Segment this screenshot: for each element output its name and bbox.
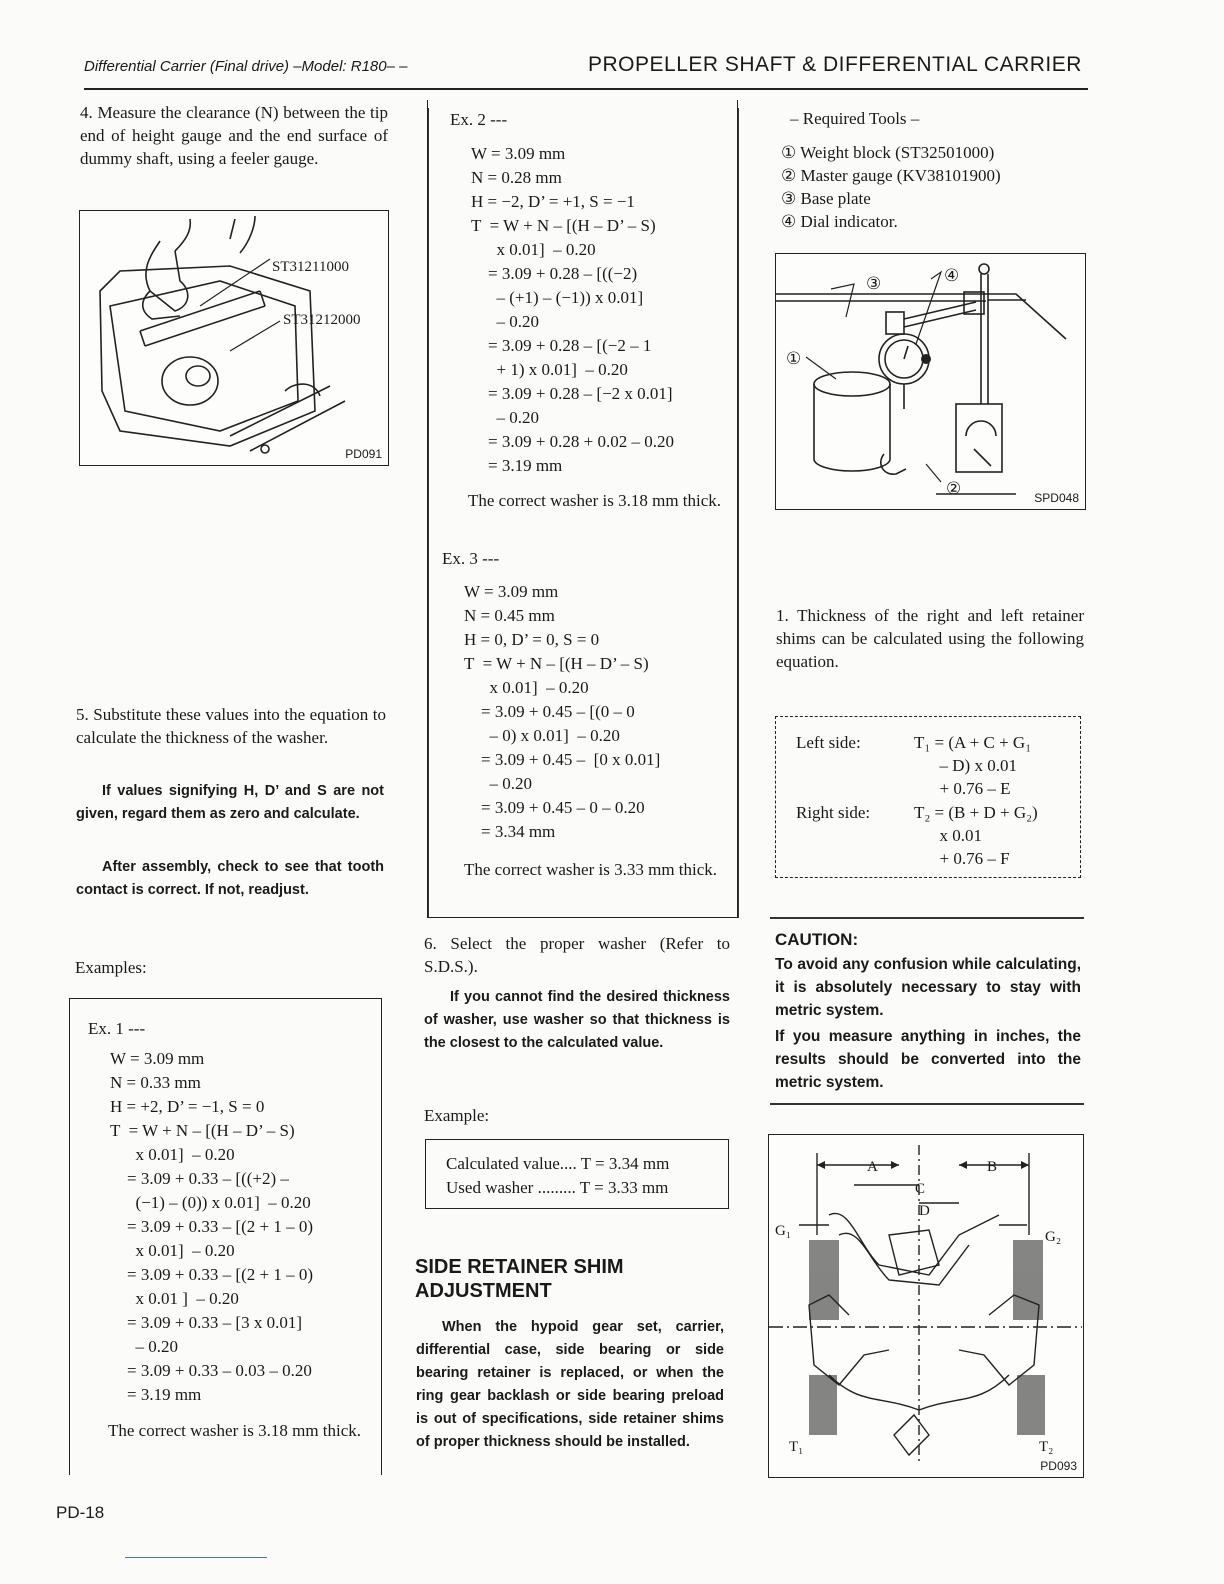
right-equation	[914, 801, 1038, 870]
ex1-line: = 3.19 mm	[110, 1385, 202, 1404]
ex1-line: T = W + N – [(H – D’ – S)	[110, 1121, 295, 1140]
tool-item: ② Master gauge (KV38101900)	[781, 166, 1001, 185]
side-retainer-cross-section	[769, 1135, 1082, 1475]
ex1-line: W = 3.09 mm	[110, 1049, 205, 1068]
ex1-line: = 3.09 + 0.33 – [(2 + 1 – 0)	[110, 1217, 313, 1236]
height-gauge-illustration	[80, 211, 387, 464]
dim-c: C	[915, 1181, 926, 1197]
dim-b: B	[987, 1159, 998, 1175]
ex3-title: Ex. 3 ---	[442, 549, 500, 568]
ex2-line: = 3.19 mm	[471, 456, 563, 475]
ex2-line: x 0.01] – 0.20	[471, 240, 596, 259]
tools-list	[781, 141, 1001, 233]
ex2-line: – 0.20	[471, 312, 539, 331]
note-closest-washer: If you cannot find the desired thickness of washer, use washer so that thickness is the closest to the calculated value.	[424, 989, 730, 1051]
right-eq-line: T₂ = (B + D + G₂)	[914, 803, 1038, 822]
tools-title: – Required Tools –	[790, 109, 920, 128]
ex1-line: = 3.09 + 0.33 – [(2 + 1 – 0)	[110, 1265, 313, 1284]
used-washer: Used washer ......... T = 3.33 mm	[446, 1178, 669, 1197]
left-eq-line: + 0.76 – E	[914, 779, 1011, 798]
header-rule	[84, 88, 1088, 90]
ex3-line: W = 3.09 mm	[464, 582, 559, 601]
tool-item: ③ Base plate	[781, 189, 871, 208]
step-1: 1. Thickness of the right and left retainer shims can be calculated using the following equation.	[776, 606, 1084, 671]
left-equation	[914, 731, 1031, 800]
ex1-title: Ex. 1 ---	[88, 1019, 146, 1038]
ex1-line: H = +2, D’ = −1, S = 0	[110, 1097, 265, 1116]
caution-rule-top	[770, 917, 1084, 919]
ex1-result: The correct washer is 3.18 mm thick.	[108, 1421, 362, 1440]
right-eq-line: + 0.76 – F	[914, 849, 1010, 868]
step-4: 4. Measure the clearance (N) between the tip end of height gauge and the end surface of dummy shaft, using a feeler gauge.	[80, 103, 388, 168]
ex2-result: The correct washer is 3.18 mm thick.	[468, 491, 722, 510]
ex3-line: – 0.20	[464, 774, 532, 793]
ex2-line: = 3.09 + 0.28 – [−2 x 0.01]	[471, 384, 673, 403]
ex2-title: Ex. 2 ---	[450, 110, 508, 129]
equation-box	[775, 716, 1081, 878]
ex3-line: T = W + N – [(H – D’ – S)	[464, 654, 649, 673]
ex3-line: = 3.09 + 0.45 – [0 x 0.01]	[464, 750, 661, 769]
ex3-lines	[464, 580, 660, 844]
ex1-line: (−1) – (0)) x 0.01] – 0.20	[110, 1193, 311, 1212]
page-header	[84, 50, 1088, 86]
callout-4: ④	[944, 266, 960, 286]
ex3-line: = 3.09 + 0.45 – [(0 – 0	[464, 702, 635, 721]
note-readjust: After assembly, check to see that tooth contact is correct. If not, readjust.	[76, 859, 384, 898]
header-model: Differential Carrier (Final drive) –Model: R180– –	[84, 58, 408, 75]
caution-text-1: To avoid any confusion while calculating, it is absolutely necessary to stay with metric system.	[775, 956, 1081, 1019]
ex1-line: = 3.09 + 0.33 – 0.03 – 0.20	[110, 1361, 312, 1380]
figure-code: PD093	[1040, 1459, 1077, 1473]
ex2-line: T = W + N – [(H – D’ – S)	[471, 216, 656, 235]
examples-label: Examples:	[75, 958, 147, 977]
ex1-line: N = 0.33 mm	[110, 1073, 201, 1092]
fig1-label-2: ST31212000	[283, 312, 361, 328]
ex2-line: = 3.09 + 0.28 – [((−2)	[471, 264, 638, 283]
step-6: 6. Select the proper washer (Refer to S.D.S.).	[424, 934, 730, 976]
figure-code: SPD048	[1034, 491, 1079, 505]
ex3-line: = 3.34 mm	[464, 822, 556, 841]
tool-item: ① Weight block (ST32501000)	[781, 143, 995, 162]
ex1-line: x 0.01] – 0.20	[110, 1241, 235, 1260]
step-5: 5. Substitute these values into the equation to calculate the thickness of the washer.	[76, 705, 386, 747]
ex3-line: = 3.09 + 0.45 – 0 – 0.20	[464, 798, 645, 817]
examples-2-3-box	[427, 100, 738, 918]
ex3-line: – 0) x 0.01] – 0.20	[464, 726, 620, 745]
left-eq-line: T₁ = (A + C + G₁	[914, 733, 1032, 752]
ex2-line: = 3.09 + 0.28 – [(−2 – 1	[471, 336, 652, 355]
ex2-line: W = 3.09 mm	[471, 144, 566, 163]
example-1-box	[69, 998, 382, 1475]
callout-1: ①	[786, 349, 802, 369]
ex1-line: = 3.09 + 0.33 – [3 x 0.01]	[110, 1313, 302, 1332]
label-t1: T₁	[789, 1439, 804, 1455]
figure-pd093	[768, 1134, 1084, 1478]
figure-pd091	[79, 210, 389, 466]
header-title: PROPELLER SHAFT & DIFFERENTIAL CARRIER	[588, 53, 1082, 76]
ex2-line: N = 0.28 mm	[471, 168, 562, 187]
left-side-label: Left side:	[796, 733, 861, 752]
ex3-result: The correct washer is 3.33 mm thick.	[464, 860, 718, 879]
tool-item: ④ Dial indicator.	[781, 212, 898, 231]
example-label: Example:	[424, 1106, 490, 1125]
right-side-label: Right side:	[796, 803, 871, 822]
page-number: PD-18	[56, 1503, 105, 1522]
fig1-label-1: ST31211000	[272, 259, 349, 275]
section-title: SIDE RETAINER SHIM ADJUSTMENT	[415, 1256, 624, 1302]
ex2-line: + 1) x 0.01] – 0.20	[471, 360, 628, 379]
dim-g1: G₁	[775, 1223, 792, 1239]
callout-3: ③	[866, 274, 882, 294]
caution-rule-bottom	[770, 1103, 1084, 1105]
dial-indicator-illustration	[776, 254, 1084, 508]
callout-2: ②	[946, 479, 962, 499]
ex2-line: – (+1) – (−1)) x 0.01]	[471, 288, 644, 307]
ex1-line: = 3.09 + 0.33 – [((+2) –	[110, 1169, 289, 1188]
ex3-line: x 0.01] – 0.20	[464, 678, 589, 697]
dim-g2: G₂	[1045, 1229, 1062, 1245]
ex1-line: x 0.01] – 0.20	[110, 1145, 235, 1164]
calculated-value: Calculated value.... T = 3.34 mm	[446, 1154, 670, 1173]
caution-title: CAUTION:	[775, 930, 859, 949]
left-eq-line: – D) x 0.01	[914, 756, 1017, 775]
example-washer-box	[425, 1139, 729, 1209]
note-zero-values: If values signifying H, D’ and S are not given, regard them as zero and calculate.	[76, 783, 384, 822]
caution-text-2: If you measure anything in inches, the results should be converted into the metric system.	[775, 1028, 1081, 1091]
footer-line	[125, 1557, 267, 1558]
label-t2: T₂	[1039, 1439, 1054, 1455]
dim-d: D	[919, 1203, 930, 1219]
figure-code: PD091	[345, 447, 382, 461]
figure-spd048	[775, 253, 1086, 510]
ex2-lines	[471, 142, 674, 478]
dim-a: A	[867, 1159, 878, 1175]
ex2-line: = 3.09 + 0.28 + 0.02 – 0.20	[471, 432, 675, 451]
ex2-line: H = −2, D’ = +1, S = −1	[471, 192, 635, 211]
ex3-line: H = 0, D’ = 0, S = 0	[464, 630, 600, 649]
ex3-line: N = 0.45 mm	[464, 606, 555, 625]
ex1-line: x 0.01 ] – 0.20	[110, 1289, 239, 1308]
ex1-line: – 0.20	[110, 1337, 178, 1356]
section-text: When the hypoid gear set, carrier, differential case, side bearing or side bearing retainer is replaced, or when the ring gear backlash or side bearing preload is out of specifications, side retainer shims of proper thickness should be installed.	[416, 1319, 724, 1450]
ex1-lines	[110, 1047, 313, 1407]
ex2-line: – 0.20	[471, 408, 539, 427]
right-eq-line: x 0.01	[914, 826, 982, 845]
